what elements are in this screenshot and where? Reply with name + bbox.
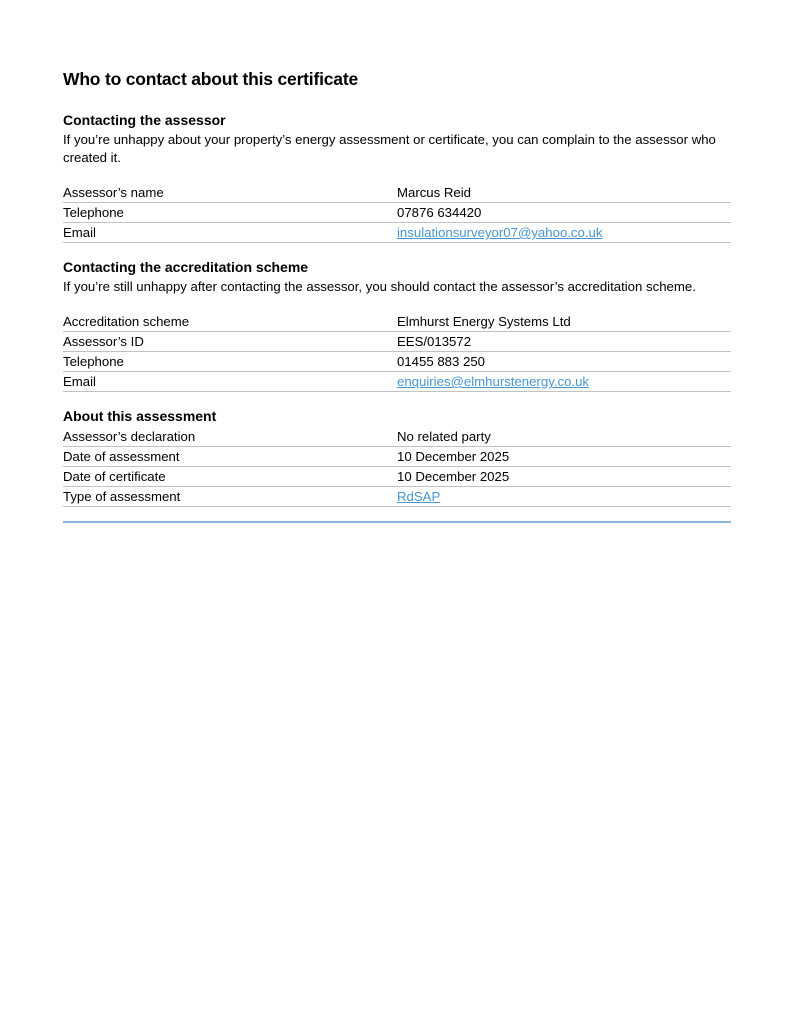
table-row <box>63 372 731 392</box>
assessor-id-value: EES/013572 <box>397 334 472 349</box>
assessor-declaration-value: No related party <box>397 429 491 444</box>
page-content <box>63 69 731 523</box>
row-label: Telephone <box>63 354 124 369</box>
section-body-contacting-assessor: If you’re unhappy about your property’s energy assessment or certificate, you can complain to the assessor who created it. <box>63 132 716 165</box>
rdsap-link[interactable]: RdSAP <box>397 489 441 504</box>
assessor-name-value: Marcus Reid <box>397 185 472 200</box>
table-row <box>63 203 731 223</box>
table-row <box>63 487 731 507</box>
table-row <box>63 427 731 447</box>
section-heading-about-assessment: About this assessment <box>63 408 217 424</box>
section-heading-accreditation-scheme: Contacting the accreditation scheme <box>63 259 309 275</box>
row-label: Assessor’s ID <box>63 334 144 349</box>
assessor-details-table <box>63 183 731 243</box>
table-row <box>63 332 731 352</box>
table-row <box>63 467 731 487</box>
row-label: Assessor’s declaration <box>63 429 196 444</box>
row-label: Email <box>63 225 96 240</box>
table-row <box>63 447 731 467</box>
date-of-certificate-value: 10 December 2025 <box>397 469 510 484</box>
row-value <box>397 489 731 504</box>
date-of-assessment-value: 10 December 2025 <box>397 449 510 464</box>
table-row <box>63 183 731 203</box>
table-row <box>63 352 731 372</box>
section-body-accreditation-scheme: If you’re still unhappy after contacting the assessor, you should contact the assessor’s accreditation scheme. <box>63 279 696 294</box>
row-label: Telephone <box>63 205 124 220</box>
row-label: Accreditation scheme <box>63 314 190 329</box>
row-label: Email <box>63 374 96 389</box>
table-row <box>63 312 731 332</box>
row-label: Date of assessment <box>63 449 180 464</box>
assessment-details-table <box>63 427 731 507</box>
scheme-email-link[interactable]: enquiries@elmhurstenergy.co.uk <box>397 374 589 389</box>
accreditation-scheme-value: Elmhurst Energy Systems Ltd <box>397 314 571 329</box>
table-row <box>63 223 731 243</box>
row-value <box>397 225 731 240</box>
row-value <box>397 374 731 389</box>
row-label: Type of assessment <box>63 489 181 504</box>
assessor-telephone-value: 07876 634420 <box>397 205 482 220</box>
row-label: Date of certificate <box>63 469 166 484</box>
accreditation-details-table <box>63 312 731 392</box>
bottom-divider <box>63 521 731 523</box>
page-title: Who to contact about this certificate <box>63 69 358 89</box>
section-heading-contacting-assessor: Contacting the assessor <box>63 112 226 128</box>
scheme-telephone-value: 01455 883 250 <box>397 354 486 369</box>
row-label: Assessor’s name <box>63 185 164 200</box>
assessor-email-link[interactable]: insulationsurveyor07@yahoo.co.uk <box>397 225 603 240</box>
